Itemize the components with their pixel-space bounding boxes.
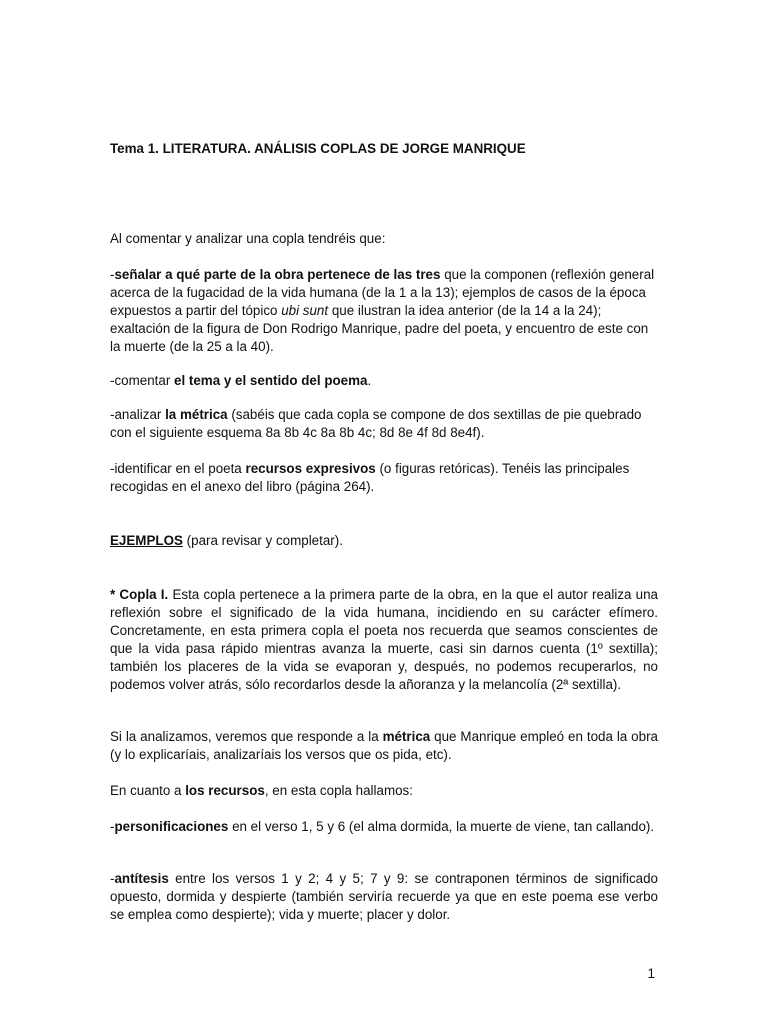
item-identificar: -identificar en el poeta recursos expresivos (o figuras retóricas). Tenéis las principales recogidas en el anexo del libro (página 264). [110, 461, 630, 494]
examples-heading: EJEMPLOS (para revisar y completar). [110, 533, 343, 548]
page-number: 1 [647, 966, 655, 981]
antitesis-item: -antítesis entre los versos 1 y 2; 4 y 5; 7 y 9: se contraponen términos de significado opuesto, dormida y despierte (también serviría recuerde ya que en este poema ese verbo se emplea como despierte); vida y muerte; placer y dolor. [110, 871, 658, 922]
item-comentar: -comentar el tema y el sentido del poema. [110, 373, 372, 388]
copla-1-paragraph: * Copla I. Esta copla pertenece a la primera parte de la obra, en la que el autor realiza una reflexión sobre el significado de la vida humana, incidiendo en su carácter efímero. Concretamente, en esta primera copla el poeta nos recuerda que seamos conscientes de que la vida pasa rápido mientras avanza la muerte, casi sin darnos cuenta (1º sextilla); también los placeres de la vida se evaporan y, después, no podemos recuperarlos, no podemos volver atrás, sólo recordarlos desde la añoranza y la melancolía (2ª sextilla). [110, 587, 658, 692]
personificaciones-item: -personificaciones en el verso 1, 5 y 6 (el alma dormida, la muerte de viene, tan callando). [110, 819, 655, 834]
item-senalar: -señalar a qué parte de la obra pertenece de las tres que la componen (reflexión general acerca de la fugacidad de la vida humana (de la 1 a la 13); ejemplos de casos de la época expuestos a partir del tópico ubi sunt que ilustran la idea anterior (de la 14 a la 24); exaltación de la figura de Don Rodrigo Manrique, padre del poeta, y encuentro de este con la muerte (de la 25 a la 40). [110, 267, 655, 354]
document-title: Tema 1. LITERATURA. ANÁLISIS COPLAS DE JORGE MANRIQUE [110, 141, 526, 156]
item-analizar: -analizar la métrica (sabéis que cada copla se compone de dos sextillas de pie quebrado con el siguiente esquema 8a 8b 4c 8a 8b 4c; 8d 8e 4f 8d 8e4f). [110, 407, 642, 440]
recursos-paragraph: En cuanto a los recursos, en esta copla hallamos: [110, 783, 413, 798]
metrica-paragraph: Si la analizamos, veremos que responde a la métrica que Manrique empleó en toda la obra (y lo explicaríais, analizaríais los versos que os pida, etc). [110, 729, 658, 762]
intro-text: Al comentar y analizar una copla tendréis que: [110, 231, 386, 246]
document-page [110, 0, 658, 1024]
